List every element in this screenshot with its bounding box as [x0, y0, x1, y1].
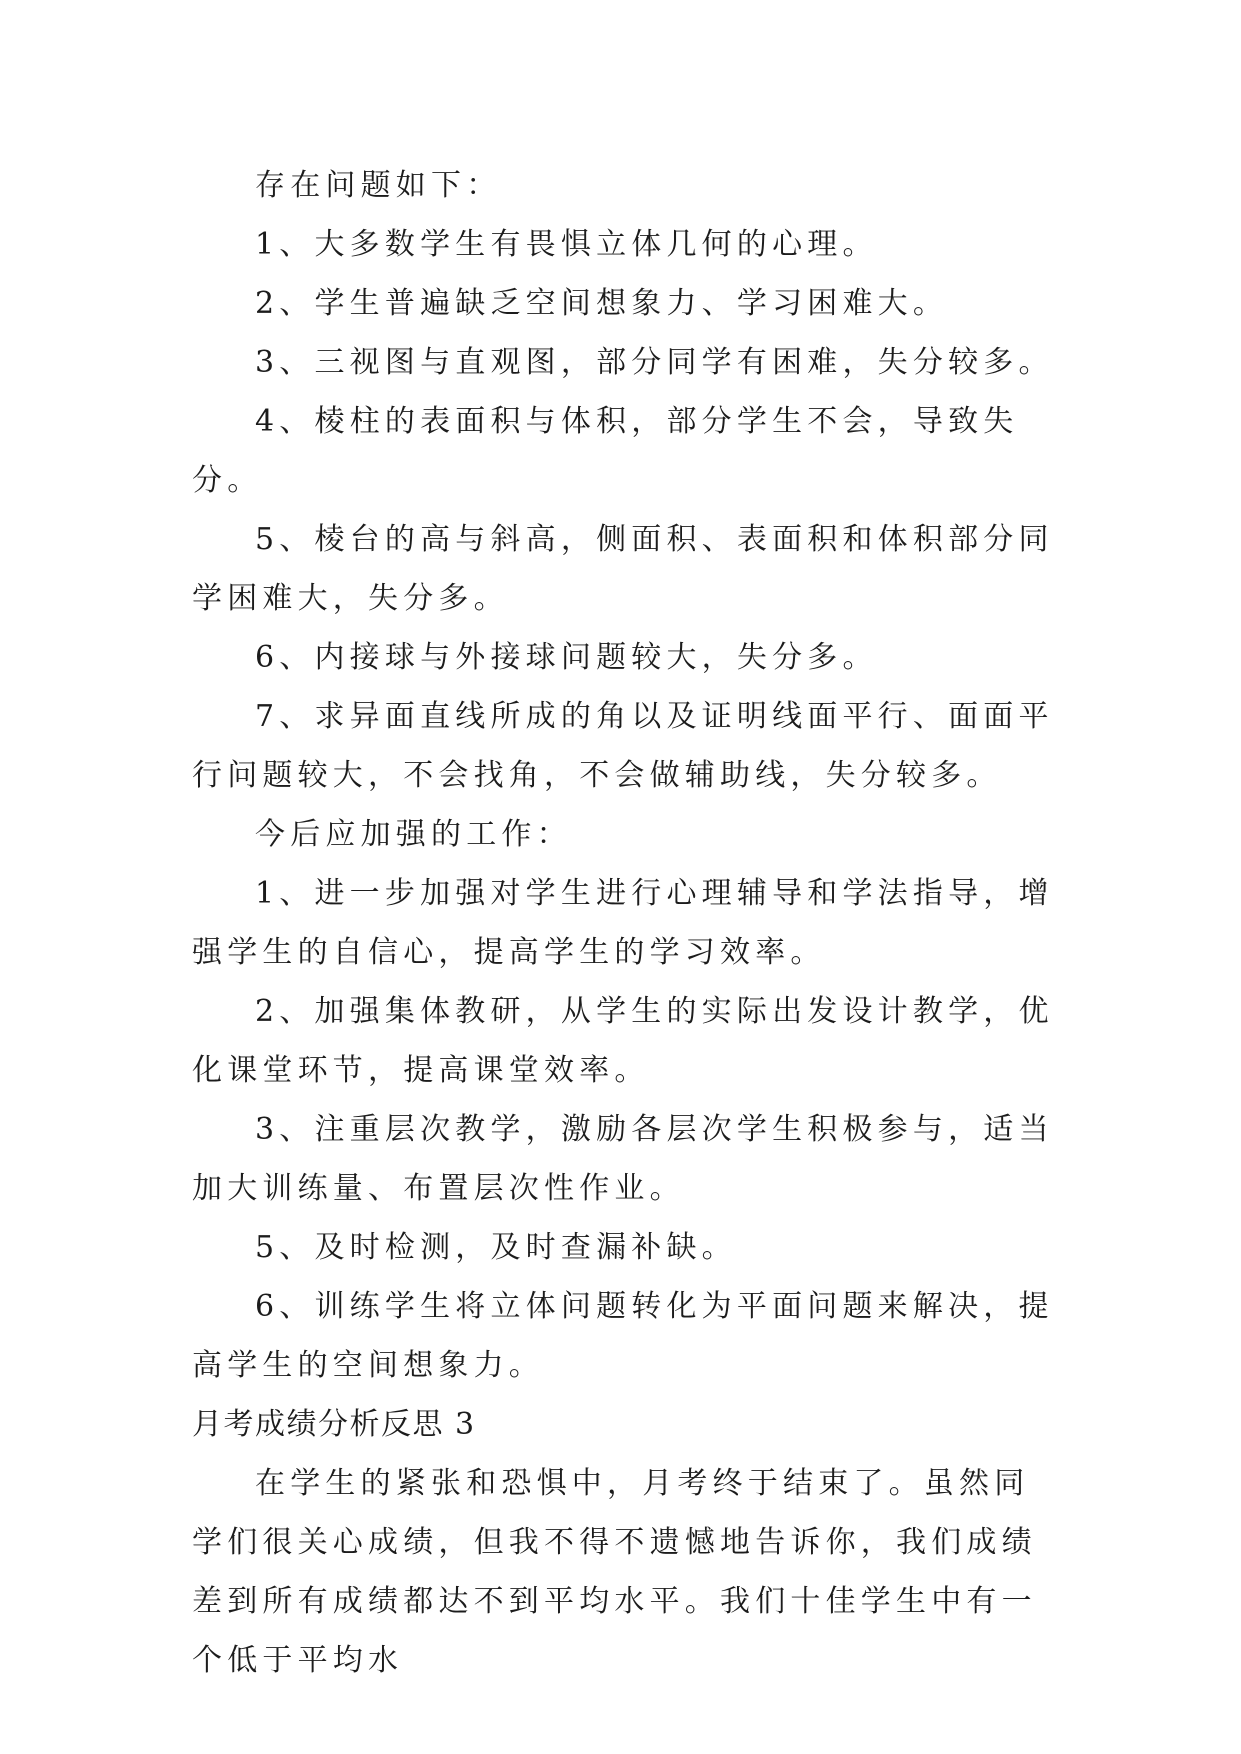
- problem-item: 3、三视图与直观图，部分同学有困难，失分较多。: [255, 345, 1054, 380]
- problem-item: 7、求异面直线所成的角以及证明线面平行、面面平行问题较大，不会找角，不会做辅助线，失分较多。: [192, 699, 1054, 793]
- improvement-item: 1、进一步加强对学生进行心理辅导和学法指导，增强学生的自信心，提高学生的学习效率。: [192, 876, 1054, 970]
- improvement-item: 5、及时检测，及时查漏补缺。: [255, 1230, 737, 1265]
- problem-item: 4、棱柱的表面积与体积，部分学生不会，导致失分。: [192, 404, 1019, 498]
- improvement-item: 6、训练学生将立体问题转化为平面问题来解决，提高学生的空间想象力。: [192, 1289, 1054, 1383]
- problem-item: 2、学生普遍缺乏空间想象力、学习困难大。: [255, 286, 949, 321]
- section-paragraph: 在学生的紧张和恐惧中，月考终于结束了。虽然同学们很关心成绩，但我不得不遗憾地告诉你，我们成绩差到所有成绩都达不到平均水平。我们十佳学生中有一个低于平均水: [192, 1466, 1037, 1678]
- problem-item: 5、棱台的高与斜高，侧面积、表面积和体积部分同学困难大，失分多。: [192, 522, 1054, 616]
- section-title: 月考成绩分析反思 3: [192, 1407, 476, 1442]
- improvements-heading: 今后应加强的工作：: [255, 817, 572, 852]
- improvement-item: 3、注重层次教学，激励各层次学生积极参与，适当加大训练量、布置层次性作业。: [192, 1112, 1054, 1206]
- improvement-item: 2、加强集体教研，从学生的实际出发设计教学，优化课堂环节，提高课堂效率。: [192, 994, 1054, 1088]
- problems-heading: 存在问题如下：: [255, 168, 502, 203]
- problem-item: 1、大多数学生有畏惧立体几何的心理。: [255, 227, 878, 262]
- document-body: [192, 156, 1054, 1690]
- problem-item: 6、内接球与外接球问题较大，失分多。: [255, 640, 878, 675]
